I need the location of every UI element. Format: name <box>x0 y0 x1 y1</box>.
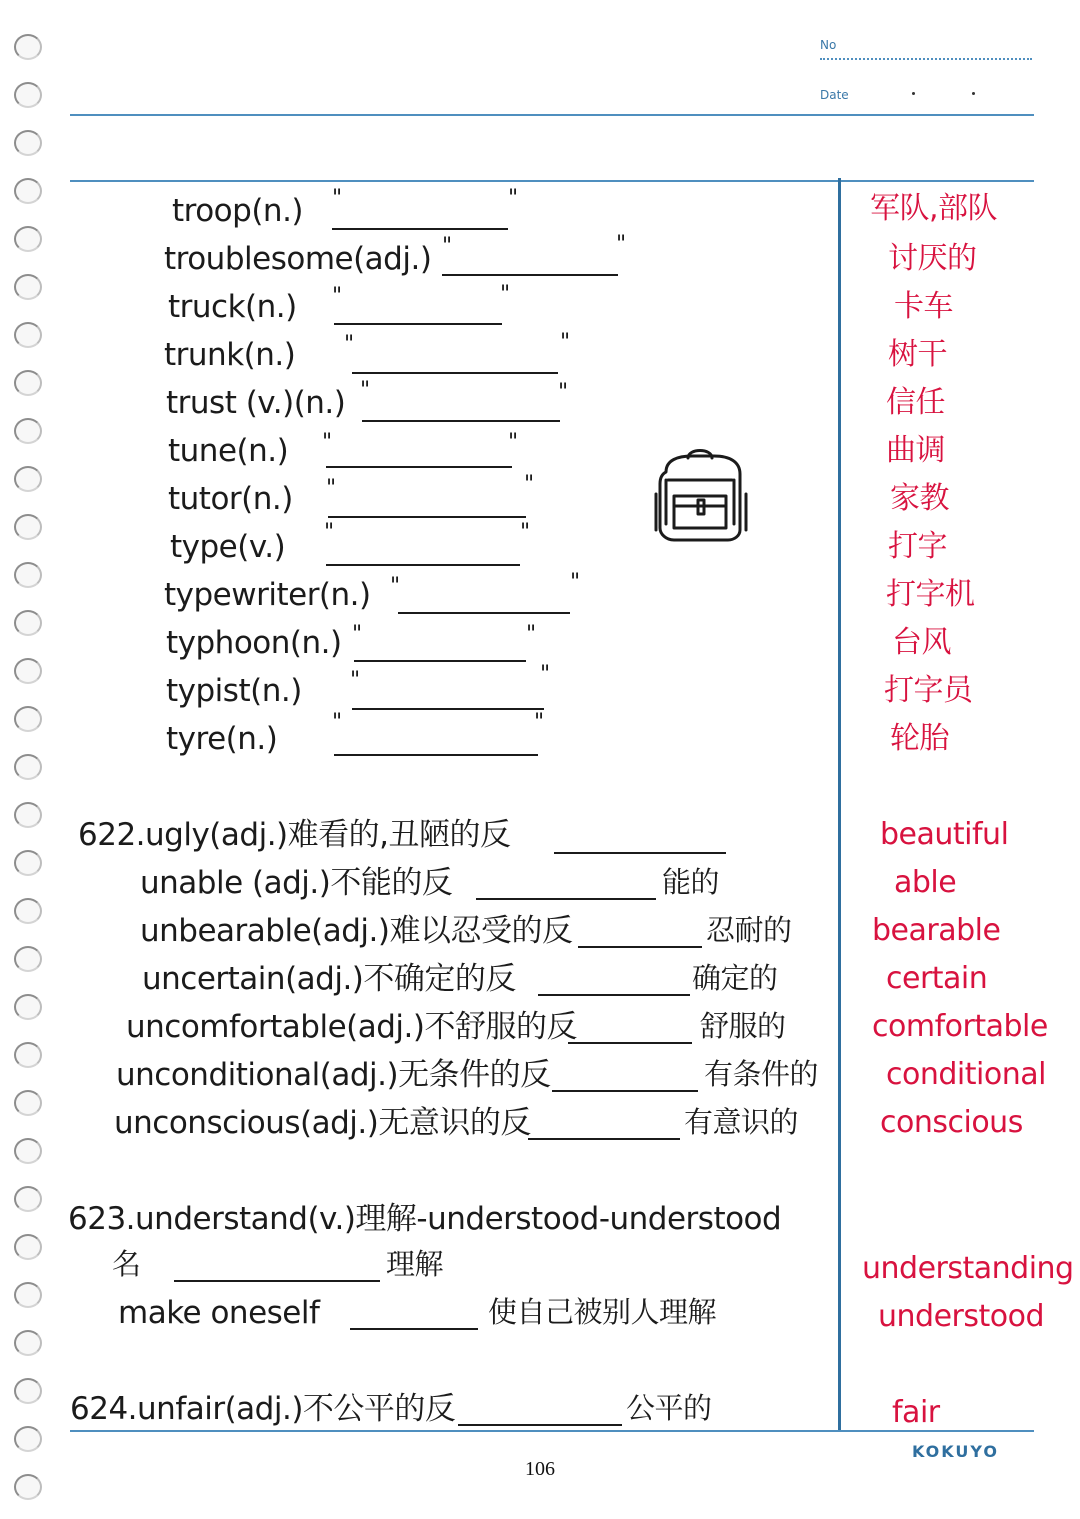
vocab-word: type(v.) <box>170 529 286 565</box>
answer-text: 树干 <box>888 337 947 372</box>
entry-623-phrase: make oneself <box>118 1295 320 1331</box>
quote-mark: " <box>534 710 545 735</box>
answer-blank <box>326 564 520 566</box>
entry-622-gloss: 确定的 <box>692 961 778 995</box>
entry-624-gloss: 公平的 <box>626 1391 712 1425</box>
no-dotted-line <box>820 58 1032 60</box>
entry-622-line: unconditional(adj.)无条件的反 <box>116 1057 551 1093</box>
answer-text: conscious <box>880 1105 1023 1140</box>
quote-mark: " <box>332 186 343 211</box>
vocab-word: typist(n.) <box>166 673 302 709</box>
entry-622-line: uncomfortable(adj.)不舒服的反 <box>126 1009 577 1045</box>
answer-blank <box>352 372 558 374</box>
entry-623-head: 623.understand(v.)理解-understood-understood <box>68 1201 782 1237</box>
vocab-word: tyre(n.) <box>166 721 278 757</box>
binding-hole <box>14 1186 42 1212</box>
quote-mark: " <box>332 710 343 735</box>
binding-hole <box>14 514 42 540</box>
answer-text: 讨厌的 <box>888 241 977 276</box>
answer-text: understanding <box>862 1251 1074 1286</box>
quote-mark: " <box>570 570 581 595</box>
answer-text: 台风 <box>892 625 951 660</box>
binding-hole <box>14 1282 42 1308</box>
quote-mark: " <box>352 622 363 647</box>
binding-hole <box>14 1138 42 1164</box>
vocab-word: tune(n.) <box>168 433 289 469</box>
entry-622-gloss: 有意识的 <box>684 1105 799 1139</box>
binding-hole <box>14 802 42 828</box>
binding-hole <box>14 562 42 588</box>
vocab-word: tutor(n.) <box>168 481 293 517</box>
binding-hole <box>14 754 42 780</box>
binding-hole <box>14 1042 42 1068</box>
quote-mark: " <box>500 282 511 307</box>
header-rule <box>70 114 1034 116</box>
entry-622-line: unable (adj.)不能的反 <box>140 865 453 901</box>
entry-622-gloss: 有条件的 <box>704 1057 819 1091</box>
quote-mark: " <box>350 668 361 693</box>
quote-mark: " <box>508 186 519 211</box>
answer-blank <box>554 852 726 854</box>
answer-text: 曲调 <box>886 433 945 468</box>
quote-mark: " <box>508 430 519 455</box>
quote-mark: " <box>524 472 535 497</box>
entry-622-gloss: 舒服的 <box>700 1009 786 1043</box>
answer-text: 轮胎 <box>890 721 949 756</box>
answer-blank <box>352 708 544 710</box>
answer-blank <box>578 946 702 948</box>
answer-blank <box>354 660 526 662</box>
binding-hole <box>14 898 42 924</box>
entry-622-gloss: 忍耐的 <box>706 913 792 947</box>
binding-hole <box>14 1234 42 1260</box>
answer-text: certain <box>886 961 988 996</box>
answer-text: bearable <box>872 913 1001 948</box>
quote-mark: " <box>526 622 537 647</box>
entry-623-prefix: 名 <box>112 1247 141 1281</box>
brand-logo: KOKUYO <box>912 1442 1000 1461</box>
binding-hole <box>14 418 42 444</box>
answer-text: 打字员 <box>884 673 973 708</box>
answer-text: 军队,部队 <box>870 191 998 226</box>
vocab-word: typewriter(n.) <box>164 577 371 613</box>
answer-blank <box>458 1424 622 1426</box>
answer-text: 打字机 <box>886 577 975 612</box>
entry-622-head: 622.ugly(adj.)难看的,丑陋的反 <box>78 817 511 853</box>
answer-blank <box>476 898 656 900</box>
entry-624-head: 624.unfair(adj.)不公平的反 <box>70 1391 456 1427</box>
binding-hole <box>14 706 42 732</box>
date-dot <box>972 92 975 95</box>
answer-text: comfortable <box>872 1009 1048 1044</box>
vocab-word: troop(n.) <box>172 193 304 229</box>
page-number: 106 <box>525 1458 555 1480</box>
vocab-word: typhoon(n.) <box>166 625 342 661</box>
answer-blank <box>334 323 502 325</box>
vocab-word: trust (v.)(n.) <box>166 385 346 421</box>
answer-blank <box>332 228 508 230</box>
answer-blank <box>362 420 560 422</box>
binding-hole <box>14 994 42 1020</box>
answer-text: conditional <box>886 1057 1046 1092</box>
answer-text: 打字 <box>888 529 947 564</box>
binding-hole <box>14 658 42 684</box>
answer-blank <box>328 516 526 518</box>
vocab-word: truck(n.) <box>168 289 297 325</box>
answer-blank <box>528 1138 680 1140</box>
answer-text: understood <box>878 1299 1045 1334</box>
binding-hole <box>14 946 42 972</box>
vocab-word: troublesome(adj.) <box>164 241 432 277</box>
answer-text: fair <box>892 1395 940 1430</box>
top-rule <box>70 180 1034 182</box>
answer-text: 卡车 <box>894 289 953 324</box>
binding-hole <box>14 850 42 876</box>
quote-mark: " <box>390 574 401 599</box>
answer-text: 信任 <box>886 385 945 420</box>
answer-blank <box>326 466 512 468</box>
answer-blank <box>174 1280 380 1282</box>
answer-blank <box>442 274 618 276</box>
backpack-icon <box>648 444 754 544</box>
binding-hole <box>14 130 42 156</box>
answer-text: beautiful <box>880 817 1009 852</box>
vocab-word: trunk(n.) <box>164 337 296 373</box>
date-label: Date <box>820 88 849 102</box>
bottom-rule <box>70 1430 1034 1432</box>
no-label: No <box>820 38 837 52</box>
binding-hole <box>14 274 42 300</box>
entry-622-line: unconscious(adj.)无意识的反 <box>114 1105 531 1141</box>
quote-mark: " <box>344 332 355 357</box>
binding-hole <box>14 1426 42 1452</box>
binding-hole <box>14 1330 42 1356</box>
answer-blank <box>334 754 538 756</box>
binding-hole <box>14 1378 42 1404</box>
binding-hole <box>14 178 42 204</box>
quote-mark: " <box>322 430 333 455</box>
quote-mark: " <box>540 662 551 687</box>
quote-mark: " <box>560 330 571 355</box>
answer-blank <box>568 1042 692 1044</box>
binding-hole <box>14 82 42 108</box>
binding-hole <box>14 610 42 636</box>
entry-622-line: uncertain(adj.)不确定的反 <box>142 961 516 997</box>
binding-hole <box>14 34 42 60</box>
entry-622-line: unbearable(adj.)难以忍受的反 <box>140 913 573 949</box>
answer-blank <box>398 612 570 614</box>
answer-blank <box>538 994 690 996</box>
entry-623-gloss: 理解 <box>386 1247 444 1281</box>
quote-mark: " <box>520 520 531 545</box>
binding-hole <box>14 1090 42 1116</box>
entry-623-gloss: 使自己被别人理解 <box>488 1295 717 1329</box>
date-dot <box>912 92 915 95</box>
answer-blank <box>552 1090 698 1092</box>
entry-622-gloss: 能的 <box>662 865 720 899</box>
answer-column-divider <box>838 178 841 1430</box>
quote-mark: " <box>332 284 343 309</box>
quote-mark: " <box>326 476 337 501</box>
binding-hole <box>14 322 42 348</box>
quote-mark: " <box>616 232 627 257</box>
answer-text: able <box>894 865 957 900</box>
quote-mark: " <box>360 378 371 403</box>
binding-hole <box>14 370 42 396</box>
binding-hole <box>14 466 42 492</box>
answer-text: 家教 <box>890 481 949 516</box>
answer-blank <box>350 1328 478 1330</box>
quote-mark: " <box>442 234 453 259</box>
quote-mark: " <box>558 380 569 405</box>
quote-mark: " <box>324 520 335 545</box>
binding-hole <box>14 226 42 252</box>
